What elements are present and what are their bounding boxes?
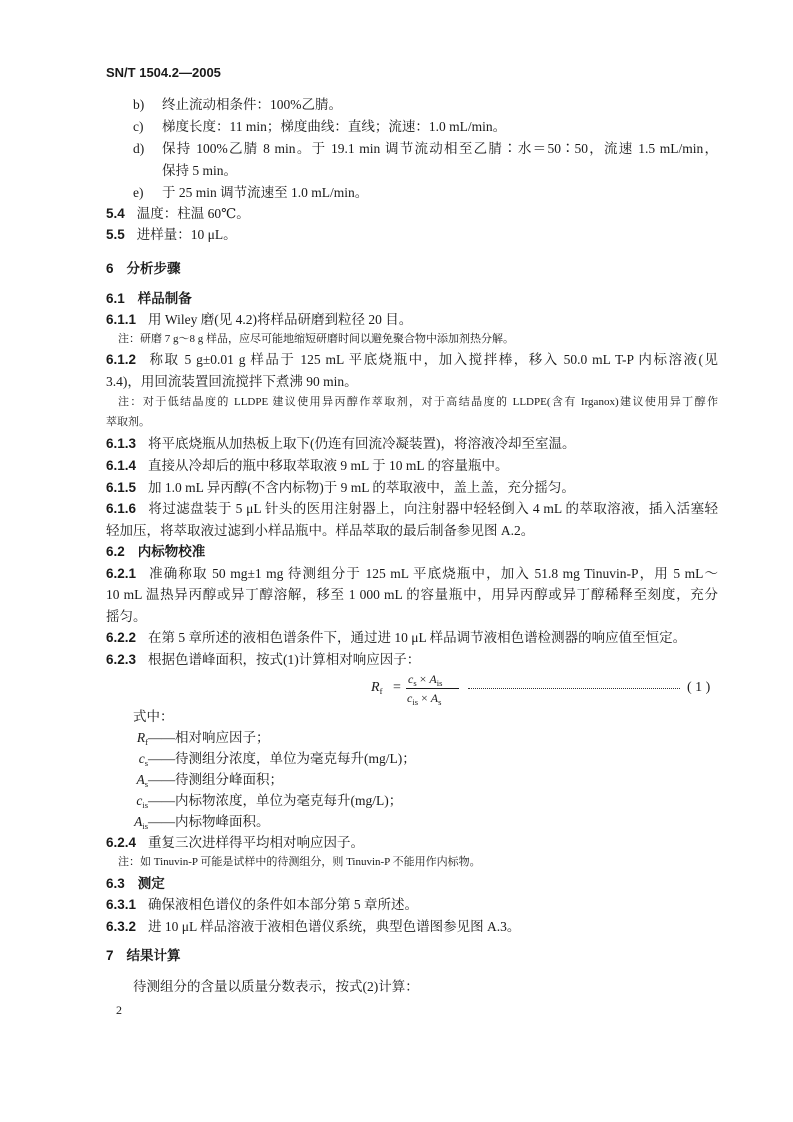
chapter-7-heading <box>106 947 181 964</box>
clause-6-1-6-number: 6.1.6 <box>106 501 137 516</box>
clause-6-3-2-text: 进 10 μL 样品溶液于液相色谱仪系统，典型色谱图参见图 A.3。 <box>148 919 521 934</box>
clause-6-3-2-number: 6.3.2 <box>106 919 137 934</box>
chapter-7-number: 7 <box>106 948 114 963</box>
formula-1-num-a: c <box>408 672 414 686</box>
clause-6-3-2 <box>106 918 520 935</box>
clause-6-2-1-line-3: 摇匀。 <box>106 609 147 624</box>
list-item-d-label: d) <box>133 141 145 156</box>
symbol-r-f-description: ——相对响应因子； <box>148 730 270 745</box>
formula-1-num-b-sub: is <box>436 678 443 688</box>
clause-6-2-1-line-2: 10 mL 温热异丙醇或异丁醇溶解，移至 1 000 mL 的容量瓶中，用异丙醇或异丁醇稀释至刻度，充分 <box>106 587 718 602</box>
clause-6-1-3-number: 6.1.3 <box>106 436 137 451</box>
formula-1-leader-dots <box>468 688 680 689</box>
symbol-c-s-description: ——待测组分浓度，单位为毫克每升(mg/L)； <box>148 751 416 766</box>
formula-1-num-times: × <box>419 672 427 686</box>
clause-6-2-1-number: 6.2.1 <box>106 566 137 581</box>
formula-1-denominator <box>407 690 441 706</box>
section-6-3-number: 6.3 <box>106 876 125 891</box>
clause-6-2-2-number: 6.2.2 <box>106 630 137 645</box>
clause-6-1-4 <box>106 457 509 474</box>
note-6-1-1: 注：研磨 7 g～8 g 样品，应尽可能地缩短研磨时间以避免聚合物中添加剂热分解。 <box>118 333 514 345</box>
list-item-b-text: 终止流动相条件：100%乙腈。 <box>162 97 342 112</box>
symbol-c-is-letter: c <box>136 793 143 808</box>
symbol-a-is-description: ——内标物峰面积。 <box>148 814 270 829</box>
clause-6-1-3-text: 将平底烧瓶从加热板上取下(仍连有回流冷凝装置)，将溶液冷却至室温。 <box>148 436 576 451</box>
formula-1-fraction-bar <box>406 688 459 689</box>
clause-6-1-6-line-2: 轻加压，将萃取液过滤到小样品瓶中。样品萃取的最后制备参见图 A.2。 <box>106 523 535 538</box>
section-6-3-heading <box>106 875 165 892</box>
clause-6-2-4-number: 6.2.4 <box>106 835 137 850</box>
clause-6-2-4-text: 重复三次进样得平均相对响应因子。 <box>148 835 365 850</box>
where-intro: 式中： <box>133 709 174 724</box>
clause-6-1-5-number: 6.1.5 <box>106 480 137 495</box>
formula-1-den-b-sub: s <box>438 697 442 707</box>
list-item-e-label: e) <box>133 185 144 200</box>
clause-6-3-1-text: 确保液相色谱仪的条件如本部分第 5 章所述。 <box>148 897 419 912</box>
symbol-a-is <box>126 813 148 830</box>
clause-6-1-2-line-1 <box>106 351 718 368</box>
list-item-e-text: 于 25 min 调节流速至 1.0 mL/min。 <box>162 185 369 200</box>
symbol-a-s-description: ——待测组分峰面积； <box>148 772 283 787</box>
clause-6-1-6-line-1 <box>106 500 718 517</box>
result-intro-text: 待测组分的含量以质量分数表示，按式(2)计算： <box>133 979 419 994</box>
list-item-d-text-line-2: 保持 5 min。 <box>162 163 238 178</box>
clause-6-2-2 <box>106 629 686 646</box>
clause-6-2-1-line-1 <box>106 565 718 582</box>
clause-5-5-number: 5.5 <box>106 227 125 242</box>
clause-6-1-6-text: 将过滤盘装于 5 μL 针头的医用注射器上，向注射器中轻轻倒入 4 mL 的萃取溶液，插入活塞轻 <box>148 501 718 516</box>
clause-6-1-2-line-2: 3.4)，用回流装置回流搅拌下煮沸 90 min。 <box>106 374 358 389</box>
note-6-1-2-line-1: 注：对于低结晶度的 LLDPE 建议使用异丙醇作萃取剂，对于高结晶度的 LLDPE(含有 Irganox)建议使用异丁醇作 <box>118 396 718 408</box>
clause-6-1-1 <box>106 311 412 328</box>
clause-5-5 <box>106 226 237 243</box>
formula-1-den-a: c <box>407 691 413 705</box>
symbol-a-s-letter: A <box>136 772 145 787</box>
symbol-r-f <box>126 729 148 746</box>
clause-6-1-5 <box>106 479 575 496</box>
chapter-6-number: 6 <box>106 261 114 276</box>
clause-6-2-3-text: 根据色谱峰面积，按式(1)计算相对响应因子： <box>148 652 421 667</box>
formula-1-num-b: A <box>429 672 437 686</box>
clause-6-1-1-number: 6.1.1 <box>106 312 137 327</box>
note-6-1-2-line-2: 萃取剂。 <box>106 416 150 428</box>
list-item-c-label: c) <box>133 119 144 134</box>
symbol-r-f-letter: R <box>136 730 146 745</box>
symbol-c-is-description: ——内标物浓度，单位为毫克每升(mg/L)； <box>148 793 403 808</box>
list-item-b-label: b) <box>133 97 145 112</box>
formula-1-lhs-symbol: R <box>371 680 380 695</box>
clause-6-2-1-text: 准确称取 50 mg±1 mg 待测组分于 125 mL 平底烧瓶中，加入 51.8 mg Tinuvin-P，用 5 mL～ <box>148 566 718 581</box>
clause-6-2-4 <box>106 834 364 851</box>
formula-1-den-a-sub: is <box>412 697 418 707</box>
formula-1-lhs <box>371 680 382 696</box>
clause-6-1-5-text: 加 1.0 mL 异丙醇(不含内标物)于 9 mL 的萃取液中，盖上盖，充分摇匀。 <box>148 480 575 495</box>
formula-1-equals: = <box>393 680 401 695</box>
clause-6-1-2-number: 6.1.2 <box>106 352 137 367</box>
symbol-r-f-sub: f <box>145 737 148 747</box>
clause-6-1-2-text: 称取 5 g±0.01 g 样品于 125 mL 平底烧瓶中，加入搅拌棒，移入 50.0 mL T-P 内标溶液(见 <box>148 352 718 367</box>
formula-1-number: ( 1 ) <box>687 680 711 695</box>
clause-6-2-2-text: 在第 5 章所述的液相色谱条件下，通过进 10 μL 样品调节液相色谱检测器的响应值至恒定。 <box>148 630 687 645</box>
clause-5-4-number: 5.4 <box>106 206 125 221</box>
clause-6-1-4-number: 6.1.4 <box>106 458 137 473</box>
symbol-c-s-letter: c <box>138 751 145 766</box>
chapter-6-title: 分析步骤 <box>126 261 181 276</box>
section-6-2-heading <box>106 543 205 560</box>
clause-6-3-1 <box>106 896 418 913</box>
symbol-c-s-sub: s <box>144 758 148 768</box>
chapter-6-heading <box>106 260 181 277</box>
symbol-c-is <box>126 792 148 809</box>
formula-1-den-times: × <box>421 691 428 705</box>
symbol-c-is-sub: is <box>142 800 148 810</box>
section-6-2-number: 6.2 <box>106 544 125 559</box>
formula-1-den-b: A <box>430 691 439 705</box>
clause-6-2-3 <box>106 651 420 668</box>
page-number: 2 <box>116 1003 122 1017</box>
section-6-1-heading <box>106 290 192 307</box>
clause-6-2-3-number: 6.2.3 <box>106 652 137 667</box>
symbol-c-s <box>126 750 148 767</box>
symbol-a-s-sub: s <box>144 779 148 789</box>
clause-6-1-1-text: 用 Wiley 磨(见 4.2)将样品研磨到粒径 20 目。 <box>148 312 413 327</box>
section-6-2-title: 内标物校准 <box>137 544 206 559</box>
note-6-2-4: 注：如 Tinuvin-P 可能是试样中的待测组分，则 Tinuvin-P 不能用作内标物。 <box>118 856 481 868</box>
symbol-a-is-sub: is <box>142 821 148 831</box>
chapter-7-title: 结果计算 <box>126 948 181 963</box>
list-item-c-text: 梯度长度：11 min；梯度曲线：直线；流速：1.0 mL/min。 <box>162 119 507 134</box>
symbol-a-is-letter: A <box>134 814 143 829</box>
formula-1-num-a-sub: s <box>413 678 417 688</box>
standard-code-header: SN/T 1504.2—2005 <box>106 65 221 80</box>
section-6-1-number: 6.1 <box>106 291 125 306</box>
clause-6-3-1-number: 6.3.1 <box>106 897 137 912</box>
section-6-1-title: 样品制备 <box>137 291 192 306</box>
formula-1-lhs-subscript: f <box>379 686 383 696</box>
clause-5-4-text: 温度：柱温 60℃。 <box>136 206 250 221</box>
clause-6-1-3 <box>106 435 576 452</box>
formula-1-numerator <box>408 671 442 687</box>
symbol-a-s <box>126 771 148 788</box>
list-item-d-text-line-1: 保持 100%乙腈 8 min。于 19.1 min 调节流动相至乙腈∶水＝50∶50，流速 1.5 mL/min， <box>162 141 718 156</box>
clause-5-4 <box>106 205 250 222</box>
clause-5-5-text: 进样量：10 μL。 <box>136 227 237 242</box>
section-6-3-title: 测定 <box>137 876 165 891</box>
clause-6-1-4-text: 直接从冷却后的瓶中移取萃取液 9 mL 于 10 mL 的容量瓶中。 <box>148 458 509 473</box>
